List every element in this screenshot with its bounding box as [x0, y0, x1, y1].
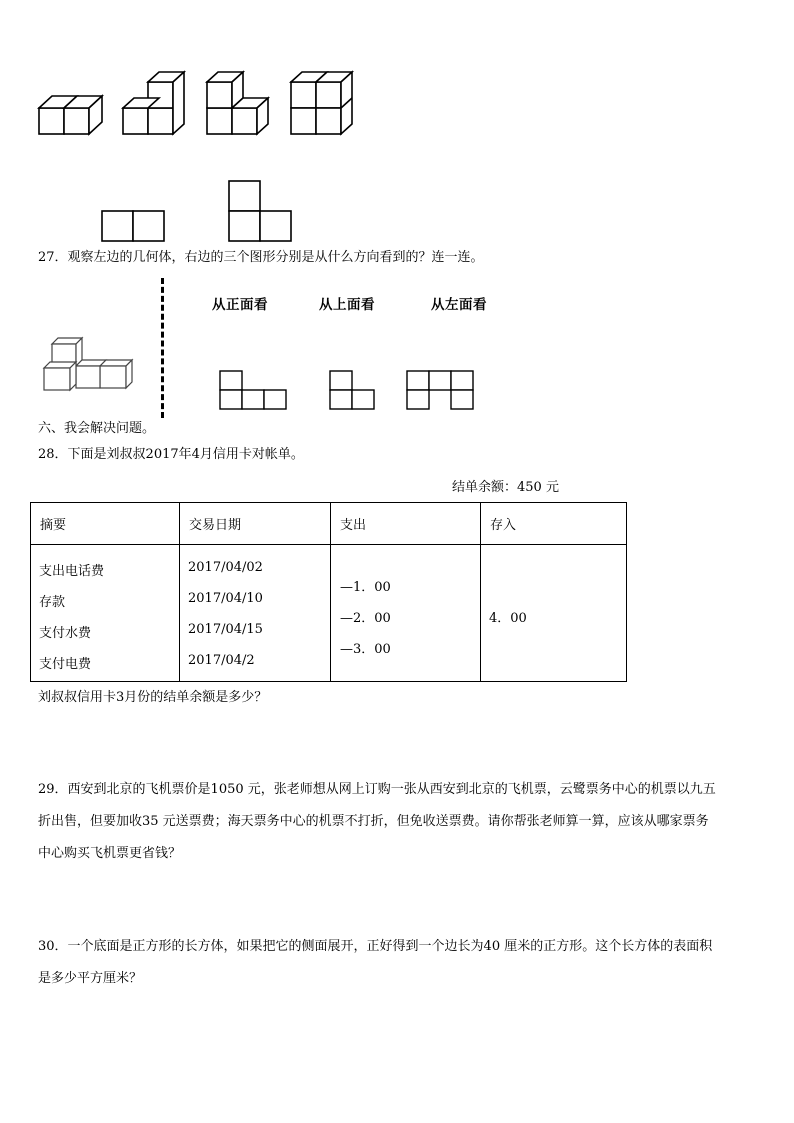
q29-line-1: 29．西安到北京的飞机票价是1050 元，张老师想从网上订购一张从西安到北京的飞机票，云鹭票务中心的机票以九五 — [38, 782, 716, 797]
q30-line-2: 是多少平方厘米？ — [38, 971, 143, 986]
section-6-title: 六、我会解决问题。 — [38, 421, 156, 436]
cube-solid-3 — [204, 76, 274, 138]
q30-line-1: 30．一个底面是正方形的长方体，如果把它的侧面展开，正好得到一个边长为40 厘米的正方形。这个长方体的表面积 — [38, 939, 713, 954]
q28-followup: 刘叔叔信用卡3月份的结单余额是多少？ — [38, 690, 268, 705]
expense-item: —3．00 — [340, 642, 391, 657]
expense-item: —1．00 — [340, 580, 391, 595]
header-summary: 摘要 — [31, 503, 180, 545]
q27-view-2 — [329, 370, 377, 410]
date-item: 2017/04/02 — [188, 560, 263, 575]
direction-top: 从上面看 — [319, 297, 375, 313]
expense-cell — [331, 545, 481, 682]
view-l-shape — [228, 180, 294, 242]
credit-card-statement-table — [30, 502, 627, 682]
cube-solid-4 — [288, 76, 358, 138]
q29-line-3: 中心购买飞机票更省钱？ — [38, 846, 182, 861]
cube-solid-2 — [120, 76, 190, 138]
q27-solid — [40, 332, 140, 394]
summary-cell — [31, 545, 180, 682]
date-item: 2017/04/10 — [188, 591, 263, 606]
statement-balance: 结单余额：450 元 — [452, 480, 559, 495]
deposit-item: 4．00 — [489, 611, 527, 626]
summary-item: 存款 — [39, 595, 66, 610]
header-expense: 支出 — [331, 503, 481, 545]
date-cell — [180, 545, 331, 682]
view-two-squares — [101, 210, 167, 242]
deposit-cell — [481, 545, 627, 682]
header-date: 交易日期 — [180, 503, 331, 545]
dashed-divider — [161, 278, 164, 418]
direction-front: 从正面看 — [212, 297, 268, 313]
summary-item: 支出电话费 — [39, 564, 105, 579]
date-item: 2017/04/2 — [188, 653, 255, 668]
q27-view-1 — [219, 370, 289, 410]
date-item: 2017/04/15 — [188, 622, 263, 637]
q27-view-3 — [406, 370, 476, 410]
summary-item: 支付电费 — [39, 657, 92, 672]
summary-item: 支付水费 — [39, 626, 92, 641]
header-deposit: 存入 — [481, 503, 627, 545]
expense-item: —2．00 — [340, 611, 391, 626]
direction-left: 从左面看 — [431, 297, 487, 313]
q28-question: 28．下面是刘叔叔2017年4月信用卡对帐单。 — [38, 447, 304, 462]
cube-solid-1 — [36, 92, 106, 138]
q29-line-2: 折出售，但要加收35 元送票费；海天票务中心的机票不打折，但免收送票费。请你帮张老师算一算，应该从哪家票务 — [38, 814, 709, 829]
q27-question: 27．观察左边的几何体，右边的三个图形分别是从什么方向看到的？连一连。 — [38, 250, 484, 265]
